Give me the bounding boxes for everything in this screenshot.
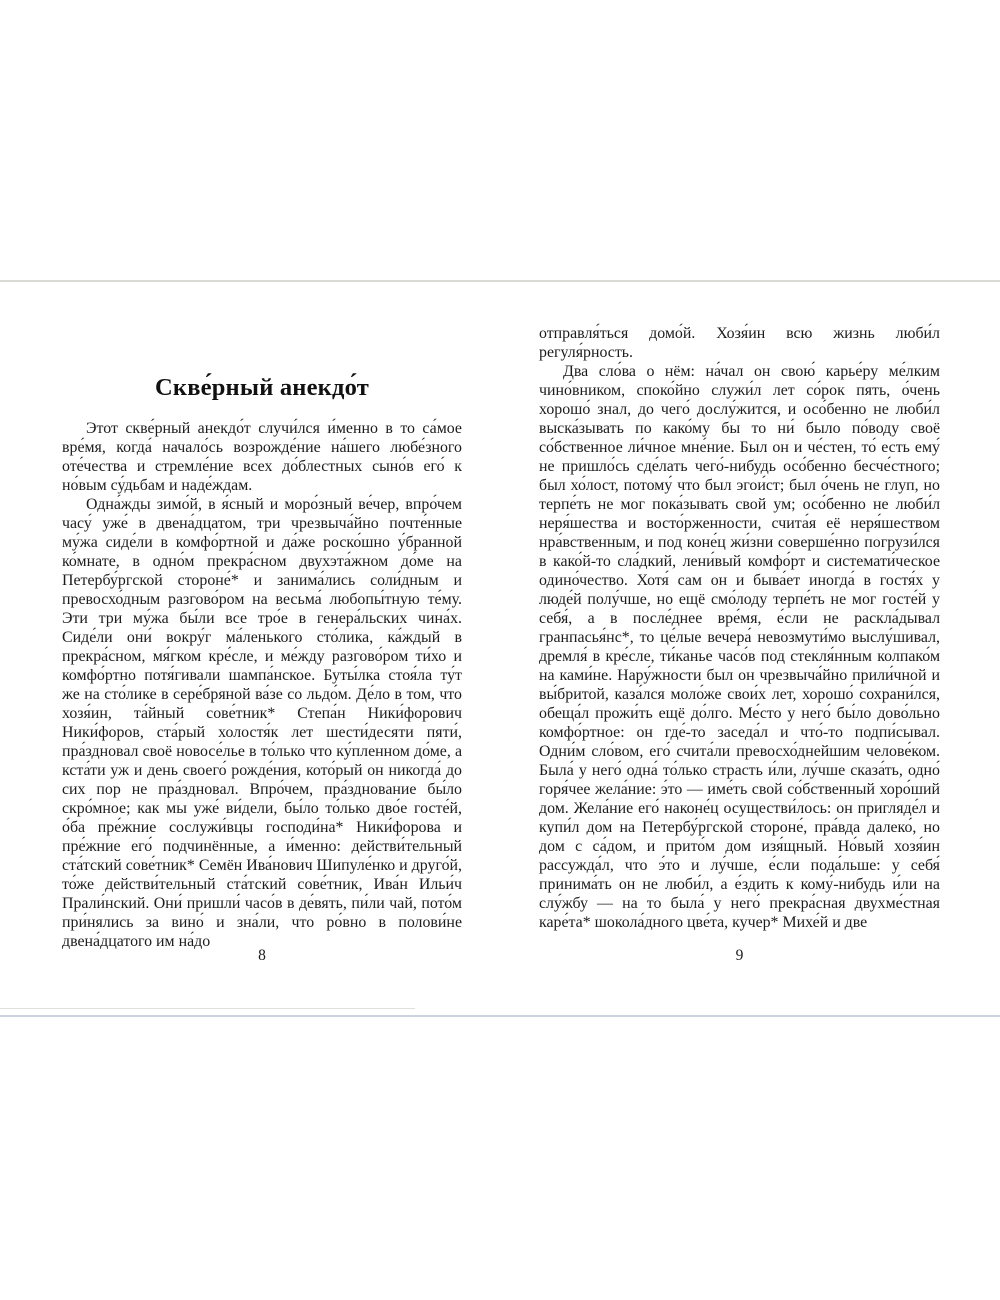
page-number-right: 9 <box>735 947 744 964</box>
book-page-left <box>62 282 462 1008</box>
page-left-text-block <box>62 419 462 951</box>
book-page-right <box>539 282 940 1008</box>
paragraph: Этот скве́рный анекдо́т случи́лся и́менно в то са́мое вре́мя, когда́ начало́сь возрожде́ние на́шего любе́зного оте́чества и стремле́ние всех до́блестных сыно́в его́ к но́вым су́дьбам и наде́ждам. <box>62 420 462 494</box>
paragraph: Два сло́ва о нём: на́чал он свою́ карье́ру ме́лким чино́вником, споко́йно служи́л лет со́рок пять, о́чень хорошо́ знал, до чего́ дослу́жится, и осо́бенно не люби́л выска́зывать по како́му бы то ни́ было по́воду своё со́бственное ли́чное мне́ние. Был он и че́стен, то́ есть ему́ не пришло́сь сде́лать чего́-нибудь осо́бенно бесче́стного; был хо́лост, потому́ что был эгои́ст; был о́чень не глуп, но терпе́ть не мог пока́зывать свой ум; осо́бенно не люби́л неря́шества и восто́рженности, счита́я её неря́шеством нра́вственным, и под коне́ц жи́зни соверше́нно погрузи́лся в како́й-то сла́дкий, лени́вый комфо́рт и системати́ческое одино́чество. Хотя́ сам он и быва́ет иногда́ в гостя́х у люде́й полу́чше, но ещё смо́лоду терпе́ть не мог госте́й у себя́, а в после́днее вре́мя, е́сли не раскла́дывал гранпасья́нс*, то це́лые вечера́ невозмути́мо выслу́шивал, дремля́ в кре́сле, ти́канье часо́в под стекля́нным колпако́м на ками́не. Нару́жности был он чрезвыча́йно прили́чной и вы́бритой, каза́лся моло́же свои́х лет, хорошо́ сохрани́лся, обеща́л прожи́ть ещё до́лго. Ме́сто у него́ бы́ло дово́льно комфо́ртное: он где́-то заседа́л и что́-то подпи́сывал. Одни́м сло́вом, его́ счита́ли превосхо́днейшим челове́ком. Была́ у него́ одна́ то́лько страсть и́ли, лу́чше сказа́ть, одно́ горя́чее жела́ние: э́то — име́ть свой со́бственный хоро́ший дом. Жела́ние его́ наконе́ц осуществи́лось: он пригляде́л и купи́л дом на Петербу́ргской стороне́, пра́вда далеко́, но дом с са́дом, и прито́м дом изя́щный. Но́вый хозя́ин рассужда́л, что э́то и лу́чше, е́сли пода́льше: у себя́ принима́ть он не люби́л, а е́здить к кому́-нибудь и́ли на слу́жбу — на то была́ у него́ прекра́сная двухме́стная каре́та* шокола́дного цве́та, кучер* Михе́й и две <box>539 363 940 931</box>
page-edge-shadow <box>0 1008 415 1009</box>
paragraph: Одна́жды зимо́й, в я́сный и моро́зный ве́чер, впро́чем часу́ уже́ в двена́дцатом, три чрезвыча́йно почте́нные му́жа сиде́ли в комфо́ртной и да́же роско́шно у́бранной ко́мнате, в одно́м прекра́сном двухэта́жном до́ме на Петербу́ргской стороне́* и занима́лись соли́дным и превосхо́дным разгово́ром на весьма́ любопы́тную те́му. Эти три му́жа бы́ли все тро́е в генера́льских чина́х. Сиде́ли они́ вокру́г ма́ленького сто́лика, ка́ждый в прекра́сном, мя́гком кре́сле, и ме́жду разгово́ром ти́хо и комфо́ртно потя́гивали шампа́нское. Буты́лка стоя́ла ту́т же на сто́лике в сере́бряной ва́зе со льдо́м. Де́ло в том, что хозя́ин, та́йный сове́тник* Степа́н Ники́форович Ники́форов, ста́рый холостя́к лет шести́десяти пяти́, пра́здновал своё новосе́лье в то́лько что ку́пленном до́ме, а кста́ти уж и день своего́ рожде́ния, кото́рый он никогда́ до сих пор не пра́здновал. Впро́чем, пра́зднование бы́ло скро́мное; как мы уже́ ви́дели, бы́ло то́лько дво́е госте́й, о́ба пре́жние сослужи́вцы господи́на* Ники́форова и пре́жние его́ подчинённые, а и́менно: действи́тельный ста́тский сове́тник* Семён Ива́нович Шипуле́нко и друго́й, то́же действи́тельный ста́тский сове́тник, Ива́н Ильи́ч Прали́нский. Они́ пришли́ часо́в в де́вять, пи́ли чай, пото́м при́нялись за вино́ и зна́ли, что ро́вно в полови́не двена́дцатого им на́до <box>62 496 462 950</box>
page-separator-bottom <box>0 1015 1000 1017</box>
page-right-text-block <box>539 282 940 932</box>
chapter-title: Скве́рный анекдо́т <box>155 374 369 401</box>
paragraph-continuation: отправля́ться домо́й. Хозя́ин всю жизнь люби́л регуля́рность. <box>539 325 940 361</box>
page-number-left: 8 <box>258 947 266 964</box>
book-spread <box>0 282 1000 1008</box>
